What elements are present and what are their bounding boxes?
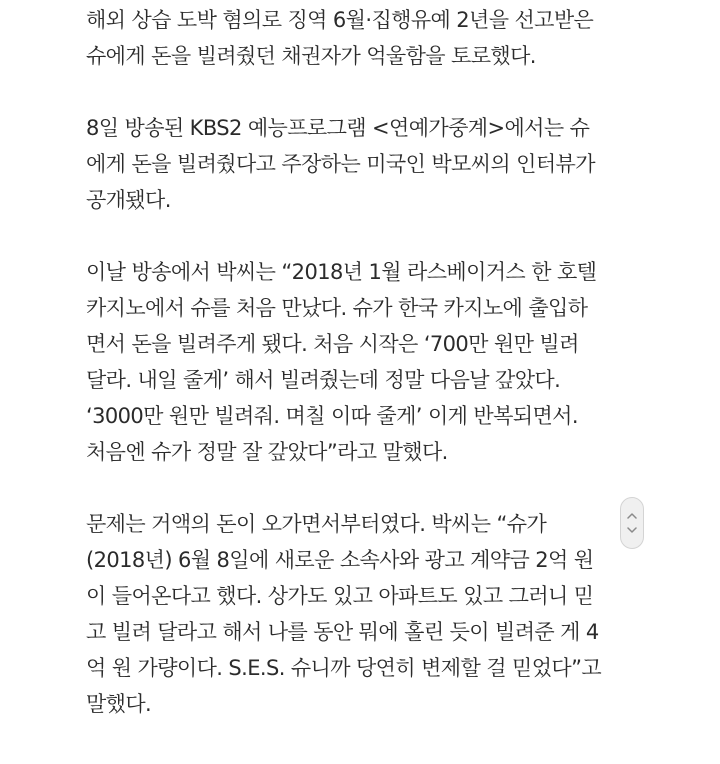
- text-line: (2018년) 6월 8일에 새로운 소속사와 광고 계약금 2억 원: [86, 548, 594, 572]
- paragraph: [86, 2, 686, 74]
- text-line: 고 빌려 달라고 해서 나를 동안 뭐에 홀린 듯이 빌려준 게 4: [86, 620, 599, 644]
- text-line: 말했다.: [86, 692, 152, 716]
- text-line: ‘3000만 원만 빌려줘. 며칠 이따 줄게’ 이게 반복되면서.: [86, 404, 578, 428]
- text-line: 면서 돈을 빌려주게 됐다. 처음 시작은 ‘700만 원만 빌려: [86, 332, 579, 356]
- text-line: 이 들어온다고 했다. 상가도 있고 아파트도 있고 그러니 믿: [86, 584, 594, 608]
- chevron-up-icon[interactable]: [627, 513, 637, 519]
- chevron-down-icon[interactable]: [627, 527, 637, 533]
- scroll-handle[interactable]: [620, 497, 644, 549]
- text-line: 처음엔 슈가 정말 잘 갚았다”라고 말했다.: [86, 440, 448, 464]
- paragraph: [86, 110, 686, 218]
- text-line: 8일 방송된 KBS2 예능프로그램 <연예가중계>에서는 슈: [86, 116, 590, 140]
- text-line: 에게 돈을 빌려줬다고 주장하는 미국인 박모씨의 인터뷰가: [86, 152, 595, 176]
- article-body: [86, 2, 686, 758]
- text-line: 문제는 거액의 돈이 오가면서부터였다. 박씨는 “슈가: [86, 512, 547, 536]
- text-line: 억 원 가량이다. S.E.S. 슈니까 당연히 변제할 걸 믿었다”고: [86, 656, 602, 680]
- text-line: 이날 방송에서 박씨는 “2018년 1월 라스베이거스 한 호텔: [86, 260, 597, 284]
- text-line: 슈에게 돈을 빌려줬던 채권자가 억울함을 토로했다.: [86, 44, 536, 68]
- text-line: 카지노에서 슈를 처음 만났다. 슈가 한국 카지노에 출입하: [86, 296, 588, 320]
- paragraph: [86, 506, 686, 722]
- text-line: 달라. 내일 줄게’ 해서 빌려줬는데 정말 다음날 갚았다.: [86, 368, 561, 392]
- text-line: 해외 상습 도박 혐의로 징역 6월·집행유예 2년을 선고받은: [86, 8, 594, 32]
- paragraph: [86, 254, 686, 470]
- text-line: 공개됐다.: [86, 188, 171, 212]
